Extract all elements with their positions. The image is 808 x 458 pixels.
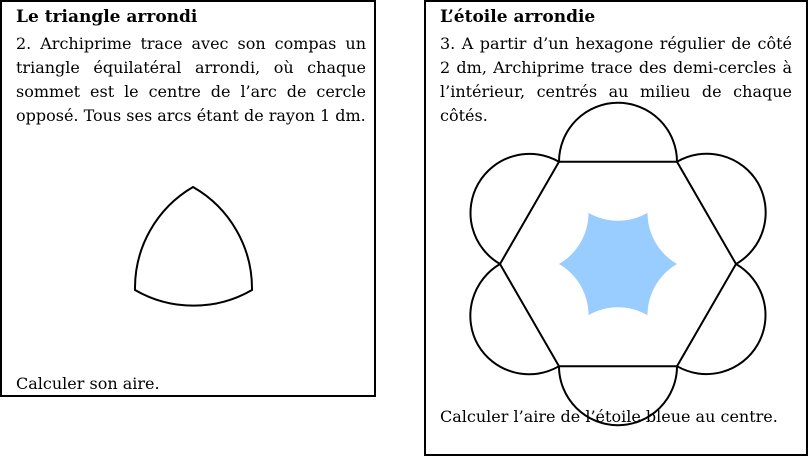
semicircle-arc bbox=[677, 264, 766, 374]
semicircle-arc bbox=[677, 154, 766, 264]
semicircle-arc bbox=[559, 103, 677, 162]
exercise-panel-triangle bbox=[0, 0, 376, 397]
exercise-statement: 2. Archiprime trace avec son compas un triangle équilatéral arrondi, où chaque sommet est le centre de l’arc de cercle opposé. Tous ses arcs étant de rayon 1 dm. bbox=[16, 34, 366, 125]
exercise-panel-star bbox=[424, 0, 808, 456]
semicircle-arc bbox=[470, 264, 559, 374]
blue-star bbox=[559, 213, 677, 315]
exercise-question: Calculer l’aire de l’étoile bleue au centre. bbox=[440, 407, 778, 426]
panel-title: L’étoile arrondie bbox=[440, 7, 596, 27]
exercise-question: Calculer son aire. bbox=[16, 374, 160, 393]
panel-title: Le triangle arrondi bbox=[16, 7, 198, 27]
reuleaux-triangle bbox=[135, 187, 252, 306]
exercise-statement: 3. A partir d’un hexagone régulier de côté 2 dm, Archiprime trace des demi-cercles à l’intérieur, centrés au milieu de chaque côtés. bbox=[440, 34, 792, 125]
semicircle-arc bbox=[471, 154, 560, 264]
hexagon-star-figure bbox=[426, 2, 808, 458]
reuleaux-triangle-figure bbox=[2, 2, 378, 399]
